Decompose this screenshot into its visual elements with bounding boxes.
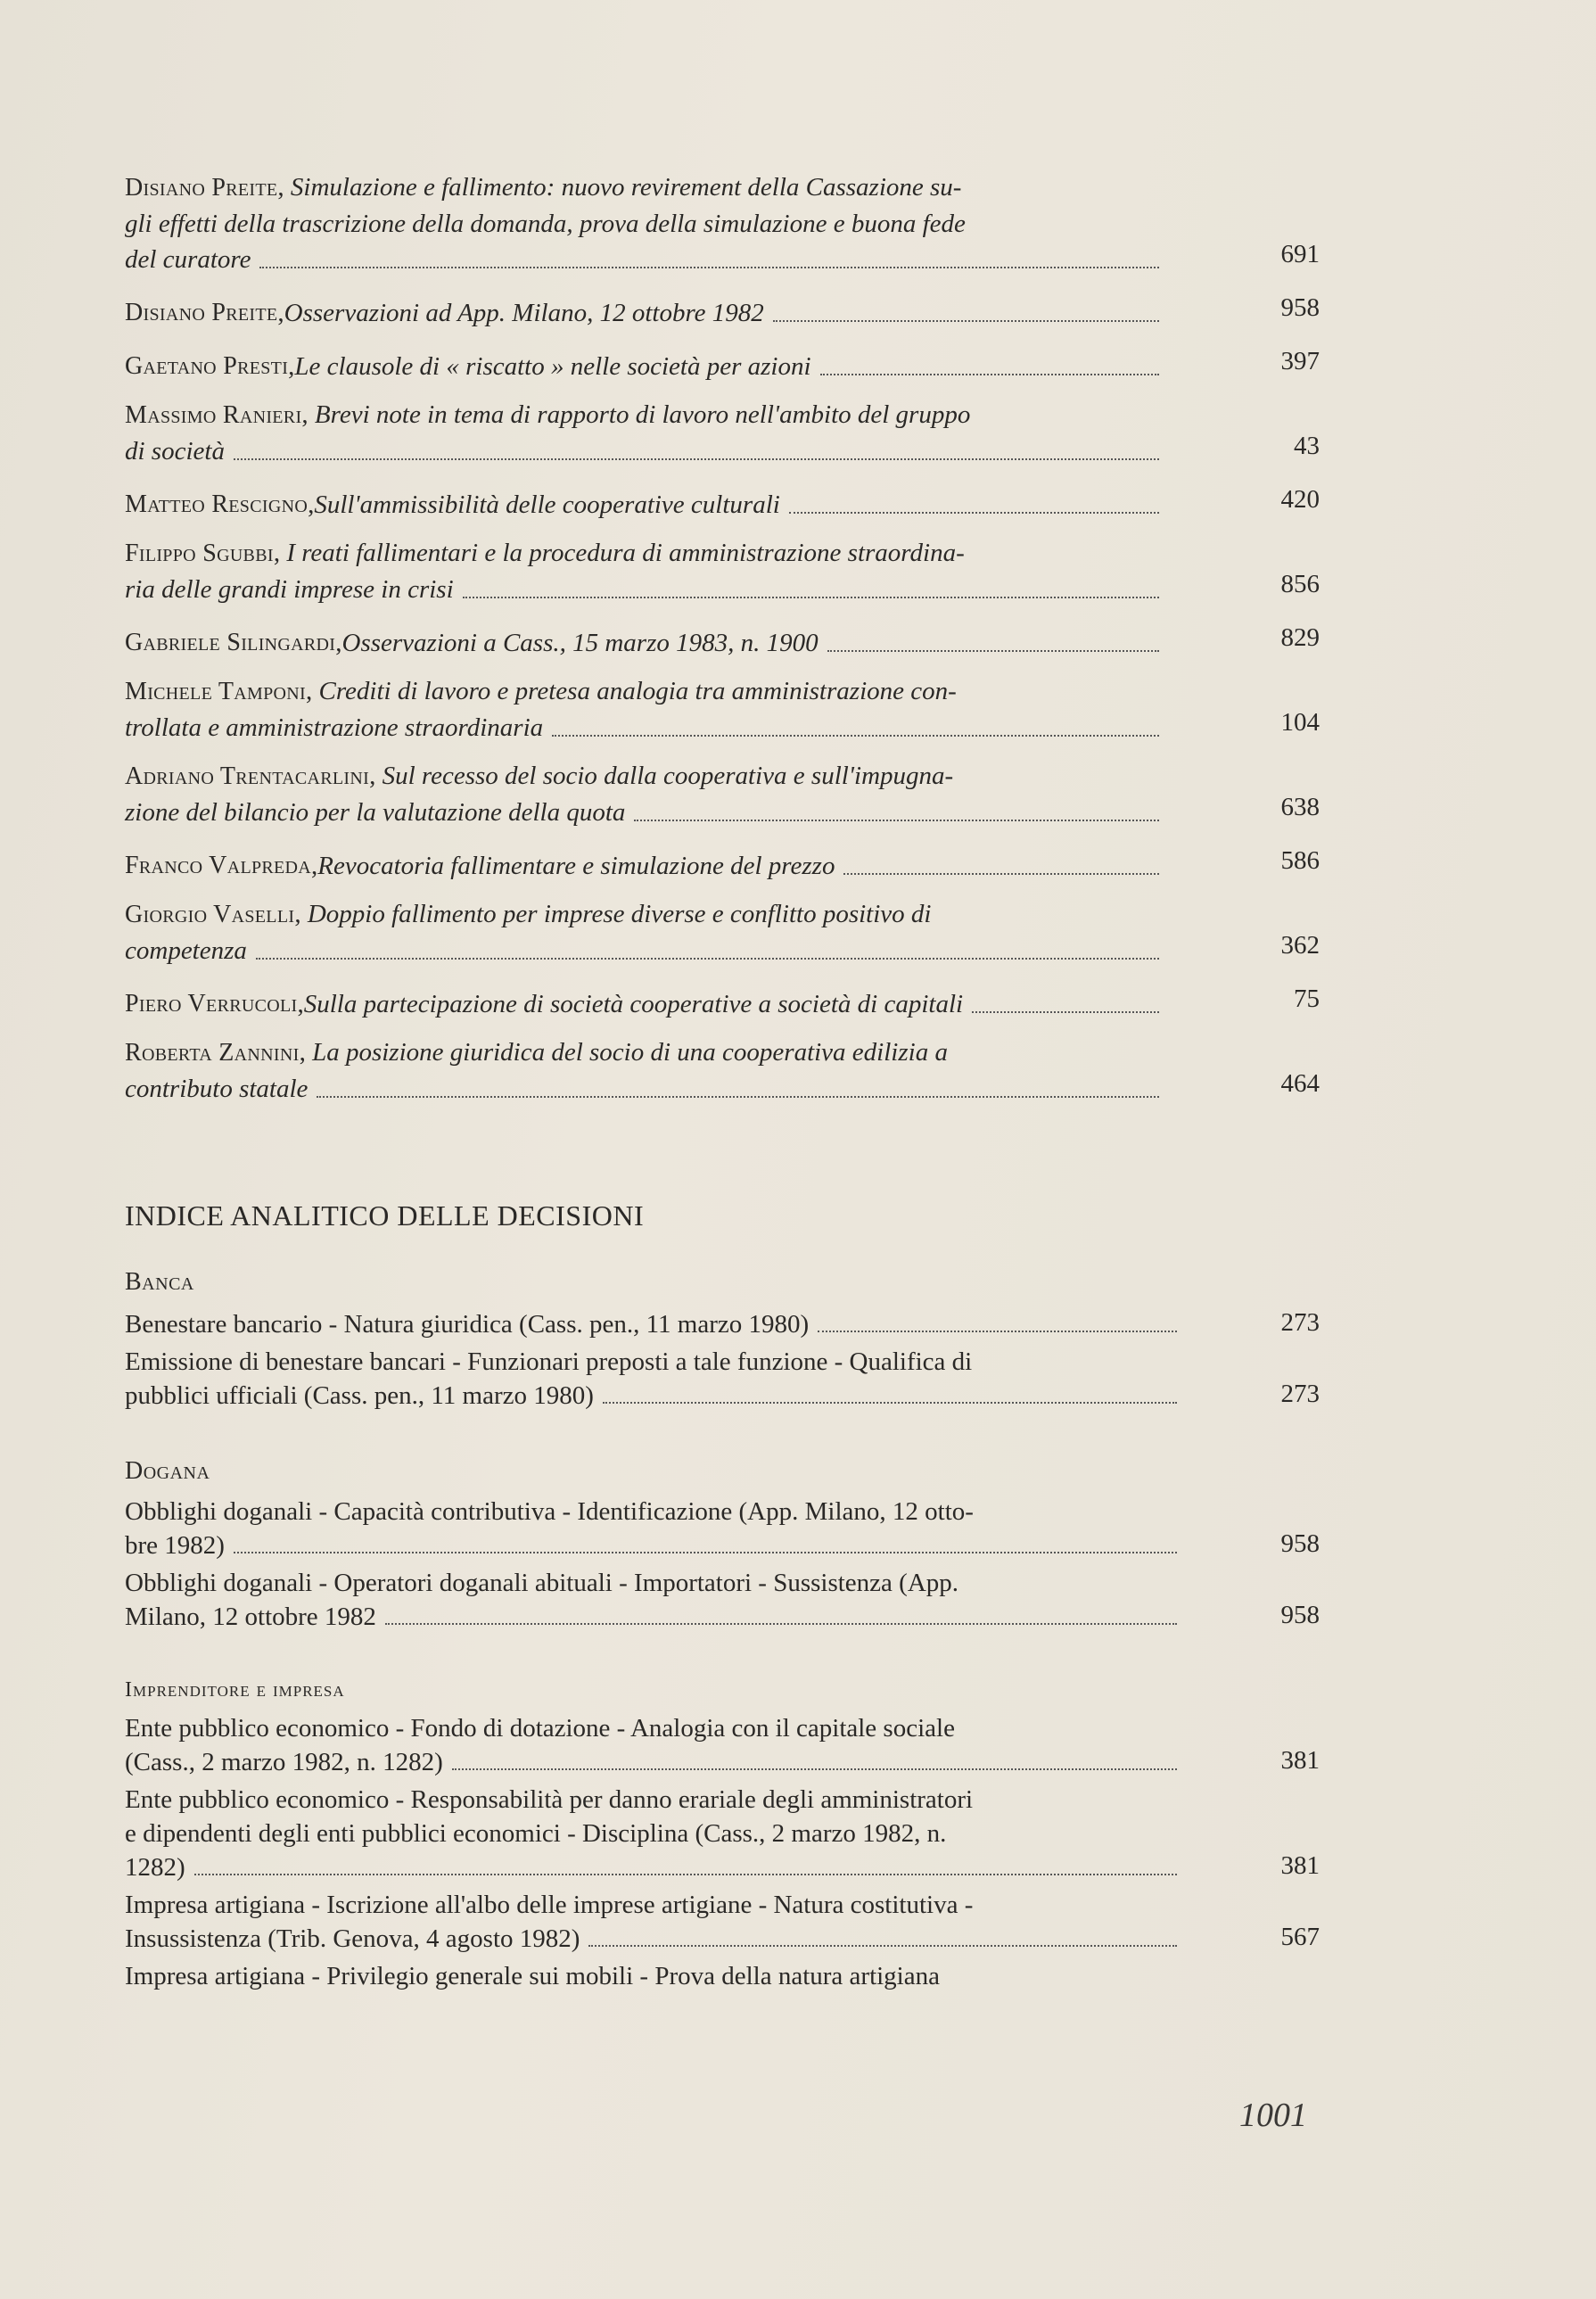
entry-title: Sull'ammissibilità delle cooperative culturali: [314, 490, 780, 519]
entry-title: ria delle grandi imprese in crisi: [125, 575, 454, 604]
entry-line: Michele Tamponi, Crediti di lavoro e pretesa analogia tra amministrazione con-: [125, 677, 957, 705]
author-entry: [125, 482, 1320, 523]
entry-line: Adriano Trentacarlini, Sul recesso del socio dalla cooperativa e sull'impugna-: [125, 762, 954, 790]
author-entry: [125, 535, 1320, 607]
index-title: INDICE ANALITICO DELLE DECISIONI: [125, 1199, 645, 1232]
entry-title: Crediti di lavoro e pretesa analogia tra amministrazione con-: [318, 677, 957, 705]
item-line-text: Emissione di benestare bancari - Funzionari preposti a tale funzione - Qualifica di: [125, 1347, 973, 1376]
entry-line: [125, 206, 1159, 242]
dot-leader: [789, 487, 1159, 514]
dot-leader: [552, 710, 1159, 737]
item-line: [125, 1711, 1177, 1745]
page-ref: 638: [1280, 793, 1320, 821]
author-name: Roberta Zannini: [125, 1039, 300, 1067]
page-ref: 420: [1280, 485, 1320, 514]
entry-line: Gaetano Presti , Le clausole di « riscatto » nelle società per azioni: [125, 349, 1159, 384]
index-item: [125, 1345, 1320, 1413]
author-name: Piero Verrucoli: [125, 990, 298, 1018]
dot-leader: [234, 1529, 1177, 1553]
author-name: Franco Valpreda: [125, 852, 312, 879]
author-entry: [125, 169, 1320, 277]
item-line: [125, 1922, 1177, 1956]
entry-text: [125, 487, 1159, 523]
entry-line: Gabriele Silingardi , Osservazioni a Cass., 15 marzo 1983, n. 1900: [125, 625, 1159, 661]
entry-text: [125, 1034, 1159, 1107]
entry-text: [125, 397, 1159, 469]
entry-text: [125, 535, 1159, 607]
page-ref: 75: [1294, 985, 1320, 1013]
dot-leader: [818, 1307, 1177, 1332]
item-line-text: Obblighi doganali - Capacità contributiva - Identificazione (App. Milano, 12 otto-: [125, 1497, 974, 1526]
author-name: Massimo Ranieri: [125, 401, 302, 429]
entry-text: [125, 169, 1159, 277]
page-ref: 43: [1294, 432, 1320, 460]
page-ref: 691: [1280, 240, 1320, 268]
item-line-text: (Cass., 2 marzo 1982, n. 1282): [125, 1748, 443, 1776]
section-heading: Imprenditore e impresa: [125, 1678, 345, 1702]
entry-line: Matteo Rescigno , Sull'ammissibilità delle cooperative culturali: [125, 487, 1159, 523]
item-line: [125, 1817, 1177, 1850]
author-entry: [125, 758, 1320, 830]
entry-text: [125, 349, 1159, 384]
entry-title: competenza: [125, 936, 247, 965]
entry-text: [125, 673, 1159, 746]
item-text: [125, 1495, 1177, 1562]
dot-leader: [603, 1379, 1177, 1404]
author-entry: [125, 1034, 1320, 1107]
entry-line: Disiano Preite, Simulazione e fallimento: nuovo revirement della Cassazione su-: [125, 173, 962, 202]
item-text: [125, 1959, 1177, 1993]
item-line: [125, 1959, 1177, 1993]
dot-leader: [234, 433, 1159, 460]
author-name: Disiano Preite: [125, 299, 278, 326]
index-section: [125, 1457, 1320, 1634]
entry-line: [125, 710, 1159, 746]
dot-leader: [588, 1922, 1177, 1947]
item-line-text: e dipendenti degli enti pubblici economici - Disciplina (Cass., 2 marzo 1982, n.: [125, 1819, 947, 1848]
author-entry: [125, 397, 1320, 469]
entry-line: Piero Verrucoli , Sulla partecipazione di società cooperative a società di capitali: [125, 986, 1159, 1022]
dot-leader: [634, 795, 1159, 821]
dot-leader: [317, 1071, 1159, 1098]
entry-title: Simulazione e fallimento: nuovo revirement della Cassazione su-: [290, 173, 962, 202]
item-line: [125, 1495, 1177, 1529]
item-text: [125, 1711, 1177, 1779]
entry-line: [125, 433, 1159, 469]
author-name: Filippo Sgubbi: [125, 540, 274, 567]
entry-line: [125, 795, 1159, 830]
page-ref: 273: [1280, 1308, 1320, 1337]
item-line: [125, 1345, 1177, 1379]
entry-line: Giorgio Vaselli, Doppio fallimento per imprese diverse e conflitto positivo di: [125, 900, 932, 928]
entry-line: [125, 572, 1159, 607]
page-ref: 362: [1280, 931, 1320, 960]
page-ref: 104: [1280, 708, 1320, 737]
index-section: [125, 1268, 1320, 1413]
item-line: [125, 1566, 1177, 1600]
author-name: Matteo Rescigno: [125, 490, 309, 518]
author-entry: [125, 343, 1320, 384]
index-item: [125, 1566, 1320, 1634]
dot-leader: [463, 572, 1159, 598]
index-item: [125, 1495, 1320, 1562]
item-line: [125, 1307, 1177, 1341]
entry-text: [125, 848, 1159, 884]
entry-title: del curatore: [125, 245, 251, 274]
item-line: [125, 1888, 1177, 1922]
authors-list: [125, 169, 1320, 1119]
page-number: 1001: [1239, 2097, 1307, 2134]
entry-line: Disiano Preite , Osservazioni ad App. Milano, 12 ottobre 1982: [125, 295, 1159, 331]
page-ref: 958: [1280, 1601, 1320, 1629]
item-line: [125, 1379, 1177, 1413]
item-text: [125, 1566, 1177, 1634]
entry-title: zione del bilancio per la valutazione della quota: [125, 798, 626, 827]
author-entry: [125, 896, 1320, 968]
item-line-text: Benestare bancario - Natura giuridica (Cass. pen., 11 marzo 1980): [125, 1310, 810, 1339]
entry-title: La posizione giuridica del socio di una cooperativa edilizia a: [312, 1038, 948, 1067]
entry-text: [125, 896, 1159, 968]
item-line-text: Obblighi doganali - Operatori doganali abituali - Importatori - Sussistenza (App.: [125, 1569, 959, 1597]
author-name: Gaetano Presti: [125, 352, 289, 380]
dot-leader: [843, 848, 1159, 875]
entry-line: Franco Valpreda , Revocatoria fallimentare e simulazione del prezzo: [125, 848, 1159, 884]
entry-title: Osservazioni a Cass., 15 marzo 1983, n. 1900: [341, 629, 819, 657]
item-line: [125, 1783, 1177, 1817]
item-line-text: Milano, 12 ottobre 1982: [125, 1603, 376, 1631]
index-sections: [125, 1268, 1320, 1993]
page-ref: [1177, 1991, 1320, 1993]
entry-text: [125, 758, 1159, 830]
author-name: Adriano Trentacarlini: [125, 762, 370, 790]
item-line: [125, 1850, 1177, 1884]
entry-title: Doppio fallimento per imprese diverse e conflitto positivo di: [307, 900, 932, 928]
item-line-text: bre 1982): [125, 1531, 225, 1560]
item-line: [125, 1600, 1177, 1634]
analytic-index: [125, 1199, 1320, 2038]
item-line-text: pubblici ufficiali (Cass. pen., 11 marzo 1980): [125, 1381, 594, 1410]
dot-leader: [820, 349, 1159, 375]
author-entry: [125, 290, 1320, 331]
item-line-text: Ente pubblico economico - Responsabilità per danno erariale degli amministratori: [125, 1785, 974, 1814]
item-text: [125, 1345, 1177, 1413]
item-line-text: Insussistenza (Trib. Genova, 4 agosto 1982): [125, 1924, 580, 1953]
entry-title: Brevi note in tema di rapporto di lavoro nell'ambito del gruppo: [314, 400, 971, 429]
author-name: Gabriele Silingardi: [125, 629, 336, 656]
author-entry: [125, 620, 1320, 661]
entry-title: Sul recesso del socio dalla cooperativa e sull'impugna-: [382, 762, 954, 790]
entry-line: Massimo Ranieri, Brevi note in tema di rapporto di lavoro nell'ambito del gruppo: [125, 400, 971, 429]
entry-title: di società: [125, 437, 225, 466]
index-item: [125, 1306, 1320, 1341]
entry-text: [125, 295, 1159, 331]
author-name: Giorgio Vaselli: [125, 901, 295, 928]
entry-title: trollata e amministrazione straordinaria: [125, 713, 544, 742]
entry-title: gli effetti della trascrizione della domanda, prova della simulazione e buona fede: [125, 210, 966, 238]
entry-title: contributo statale: [125, 1075, 309, 1103]
author-name: Michele Tamponi: [125, 678, 306, 705]
index-item: [125, 1959, 1320, 1993]
page-ref: 397: [1280, 347, 1320, 375]
entry-line: [125, 1071, 1159, 1107]
entry-title: I reati fallimentari e la procedura di amministrazione straordina-: [286, 539, 965, 567]
item-text: [125, 1888, 1177, 1956]
dot-leader: [972, 986, 1159, 1013]
item-line-text: 1282): [125, 1853, 185, 1882]
page-ref: 958: [1280, 1529, 1320, 1558]
item-line-text: Impresa artigiana - Iscrizione all'albo delle imprese artigiane - Natura costitutiva -: [125, 1891, 974, 1919]
page-ref: 586: [1280, 846, 1320, 875]
entry-title: Sulla partecipazione di società cooperative a società di capitali: [303, 990, 964, 1018]
page-ref: 856: [1280, 570, 1320, 598]
dot-leader: [773, 295, 1159, 322]
author-name: Disiano Preite: [125, 174, 278, 202]
dot-leader: [452, 1745, 1177, 1770]
dot-leader: [194, 1850, 1177, 1875]
entry-line: [125, 242, 1159, 277]
entry-text: [125, 625, 1159, 661]
index-item: [125, 1783, 1320, 1884]
dot-leader: [385, 1600, 1177, 1625]
entry-line: Filippo Sgubbi, I reati fallimentari e la procedura di amministrazione straordina-: [125, 539, 965, 567]
index-item: [125, 1711, 1320, 1779]
entry-line: Roberta Zannini, La posizione giuridica del socio di una cooperativa edilizia a: [125, 1038, 948, 1067]
item-text: [125, 1783, 1177, 1884]
author-entry: [125, 843, 1320, 884]
page-ref: 464: [1280, 1069, 1320, 1098]
section-heading: Banca: [125, 1268, 194, 1296]
index-section: [125, 1678, 1320, 1993]
page-ref: 829: [1280, 623, 1320, 652]
page-ref: 567: [1280, 1923, 1320, 1951]
dot-leader: [827, 625, 1159, 652]
dot-leader: [256, 933, 1159, 960]
entry-title: Le clausole di « riscatto » nelle società per azioni: [294, 352, 811, 381]
author-entry: [125, 673, 1320, 746]
page-ref: 381: [1280, 1851, 1320, 1880]
page-ref: 273: [1280, 1380, 1320, 1408]
item-line-text: Impresa artigiana - Privilegio generale sui mobili - Prova della natura artigiana: [125, 1962, 940, 1990]
entry-line: [125, 933, 1159, 968]
author-entry: [125, 981, 1320, 1022]
item-line: [125, 1529, 1177, 1562]
entry-title: Revocatoria fallimentare e simulazione del prezzo: [317, 852, 835, 880]
item-line: [125, 1745, 1177, 1779]
section-heading: Dogana: [125, 1457, 210, 1485]
item-text: [125, 1307, 1177, 1341]
dot-leader: [259, 242, 1159, 268]
entry-text: [125, 986, 1159, 1022]
page-ref: 381: [1280, 1746, 1320, 1775]
page-ref: 958: [1280, 293, 1320, 322]
index-item: [125, 1888, 1320, 1956]
entry-title: Osservazioni ad App. Milano, 12 ottobre 1982: [284, 299, 764, 327]
item-line-text: Ente pubblico economico - Fondo di dotazione - Analogia con il capitale sociale: [125, 1714, 955, 1743]
